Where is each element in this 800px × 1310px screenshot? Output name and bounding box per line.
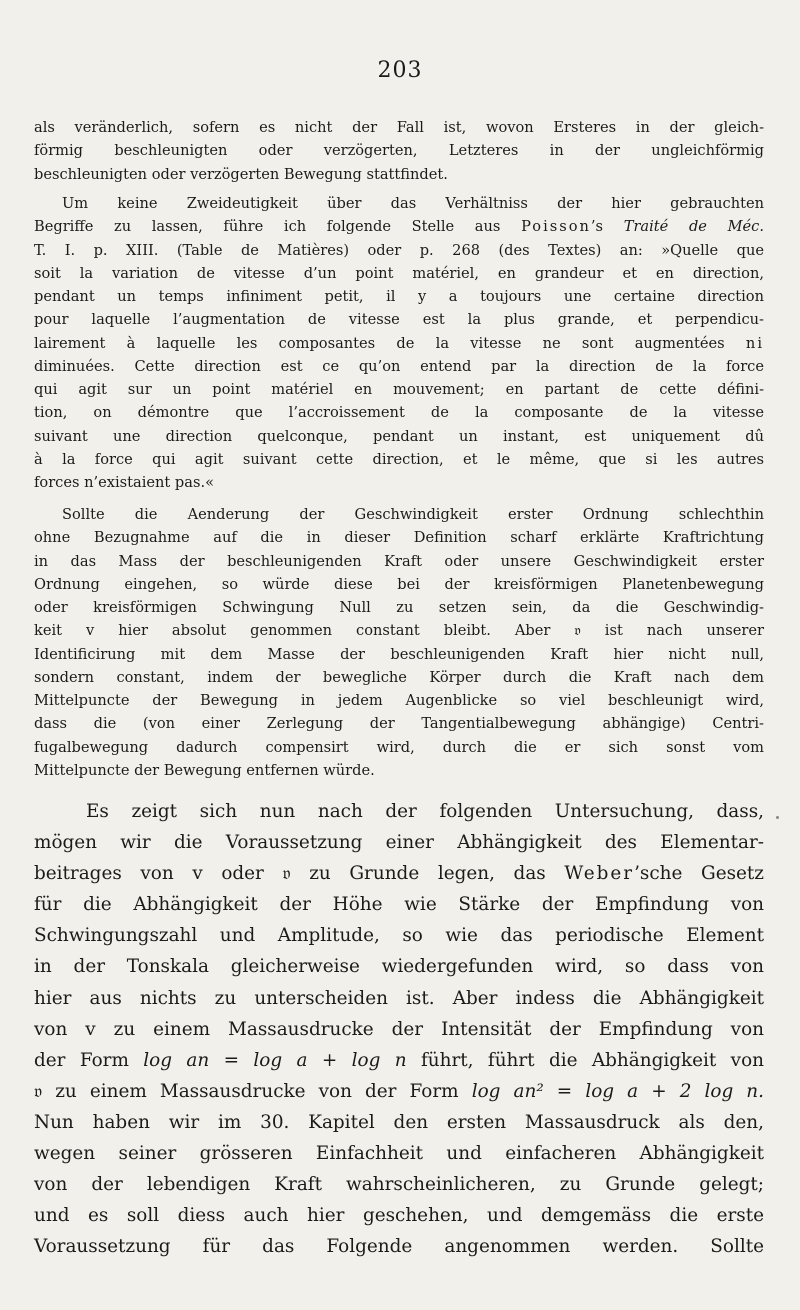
formula: log an² = log a + 2 log n. xyxy=(471,1080,764,1102)
text-line: förmig beschleunigten oder verzögerten, Letzteres in der ungleichförmig xyxy=(34,142,764,160)
text-line: forces n’existaient pas.« xyxy=(34,474,215,491)
text-fragment: ’sche Gesetz xyxy=(634,863,764,885)
text-fragment: lairement à laquelle les composantes de la vitesse ne sont augmentées xyxy=(34,334,746,352)
text-line: dass die (von einer Zerlegung der Tangentialbewegung abhängige) Centri- xyxy=(34,715,764,733)
text-line: soit la variation de vitesse d’un point matériel, en grandeur et en direction, xyxy=(34,264,764,282)
emphasis-text: ni xyxy=(745,334,764,352)
text-line xyxy=(34,332,764,355)
text-line: ohne Bezugnahme auf die in dieser Definition scharf erklärte Kraftrichtung xyxy=(34,529,764,547)
paragraph-1 xyxy=(34,116,764,186)
paragraph-3 xyxy=(34,503,764,782)
text-line: T. I. p. XIII. (Table de Matières) oder p. 268 (des Textes) an: »Quelle que xyxy=(34,241,764,259)
text-line: als veränderlich, sofern es nicht der Fall ist, wovon Ersteres in der gleich- xyxy=(34,119,764,136)
book-title: Traité de Méc. xyxy=(623,218,764,236)
page-number: 203 xyxy=(377,58,423,83)
text-line: keit v hier absolut genommen constant bleibt. Aber 𝔳 ist nach unserer xyxy=(34,622,764,640)
text-line xyxy=(34,858,764,889)
text-line: für die Abhängigkeit der Höhe wie Stärke der Empfindung von xyxy=(34,894,764,916)
author-name: Weber xyxy=(564,863,635,885)
text-line: Identificirung mit dem Masse der beschleunigenden Kraft hier nicht null, xyxy=(34,645,764,663)
text-line: à la force qui agit suivant cette direction, et le même, que si les autres xyxy=(34,450,764,468)
text-line: von der lebendigen Kraft wahrscheinlicheren, zu Grunde gelegt; xyxy=(34,1174,764,1196)
text-line: qui agit sur un point matériel en mouvement; en partant de cette défini- xyxy=(34,381,764,398)
paragraph-4 xyxy=(34,796,764,1262)
text-line: Mittelpuncte der Bewegung entfernen würde. xyxy=(34,761,375,779)
text-line: oder kreisförmigen Schwingung Null zu setzen sein, da die Geschwindig- xyxy=(34,599,764,616)
formula: log an = log a + log n xyxy=(143,1049,407,1071)
text-line: Mittelpuncte der Bewegung in jedem Augenblicke so viel beschleunigt wird, xyxy=(34,692,764,709)
paragraph-2 xyxy=(34,192,764,494)
text-line: in der Tonskala gleicherweise wiedergefunden wird, so dass von xyxy=(34,956,764,978)
text-line: Ordnung eingehen, so würde diese bei der kreisförmigen Planetenbewegung xyxy=(34,575,764,593)
text-line: sondern constant, indem der bewegliche Körper durch die Kraft nach dem xyxy=(34,668,764,686)
text-line: und es soll diess auch hier geschehen, und demgemäss die erste xyxy=(34,1205,764,1227)
text-fragment: 𝔳 zu einem Massausdrucke von der Form xyxy=(34,1080,472,1102)
text-line: Schwingungszahl und Amplitude, so wie das periodische Element xyxy=(34,925,764,947)
text-line: in das Mass der beschleunigenden Kraft oder unsere Geschwindigkeit erster xyxy=(34,552,764,570)
text-line xyxy=(34,1045,764,1076)
text-line: Sollte die Aenderung der Geschwindigkeit erster Ordnung schlechthin xyxy=(62,506,764,523)
text-line: diminuées. Cette direction est ce qu’on entend par la direction de la force xyxy=(34,357,764,375)
margin-mark xyxy=(776,816,779,819)
text-line: pendant un temps infiniment petit, il y a toujours une certaine direction xyxy=(34,288,764,305)
text-fragment: führt, führt die Abhängigkeit von xyxy=(406,1049,764,1071)
author-name: Poisson xyxy=(521,218,591,236)
text-fragment: Begriffe zu lassen, führe ich folgende Stelle aus xyxy=(34,218,522,236)
text-line: beschleunigten oder verzögerten Bewegung stattfindet. xyxy=(34,165,448,183)
text-line: von v zu einem Massausdrucke der Intensität der Empfindung von xyxy=(34,1018,764,1040)
text-line: Um keine Zweideutigkeit über das Verhältniss der hier gebrauchten xyxy=(62,195,764,212)
text-line: pour laquelle l’augmentation de vitesse est la plus grande, et perpendicu- xyxy=(34,311,764,329)
text-line: fugalbewegung dadurch compensirt wird, durch die er sich sonst vom xyxy=(34,738,764,756)
text-line: Nun haben wir im 30. Kapitel den ersten Massausdruck als den, xyxy=(34,1111,764,1133)
text-line: tion, on démontre que l’accroissement de la composante de la vitesse xyxy=(34,404,764,422)
text-fragment: beitrages von v oder 𝔳 zu Grunde legen, das xyxy=(34,863,565,885)
text-line: mögen wir die Voraussetzung einer Abhängigkeit des Elementar- xyxy=(34,832,764,854)
text-line xyxy=(34,1076,764,1107)
text-fragment: ’s xyxy=(590,218,624,236)
text-line: Es zeigt sich nun nach der folgenden Untersuchung, dass, xyxy=(86,801,764,822)
text-line: wegen seiner grösseren Einfachheit und einfacheren Abhängigkeit xyxy=(34,1143,764,1165)
text-line: suivant une direction quelconque, pendant un instant, est uniquement dû xyxy=(34,427,764,445)
text-fragment: der Form xyxy=(34,1049,144,1071)
text-line: hier aus nichts zu unterscheiden ist. Aber indess die Abhängigkeit xyxy=(34,987,764,1009)
text-line: Voraussetzung für das Folgende angenommen werden. Sollte xyxy=(34,1236,764,1258)
text-line xyxy=(34,215,764,238)
